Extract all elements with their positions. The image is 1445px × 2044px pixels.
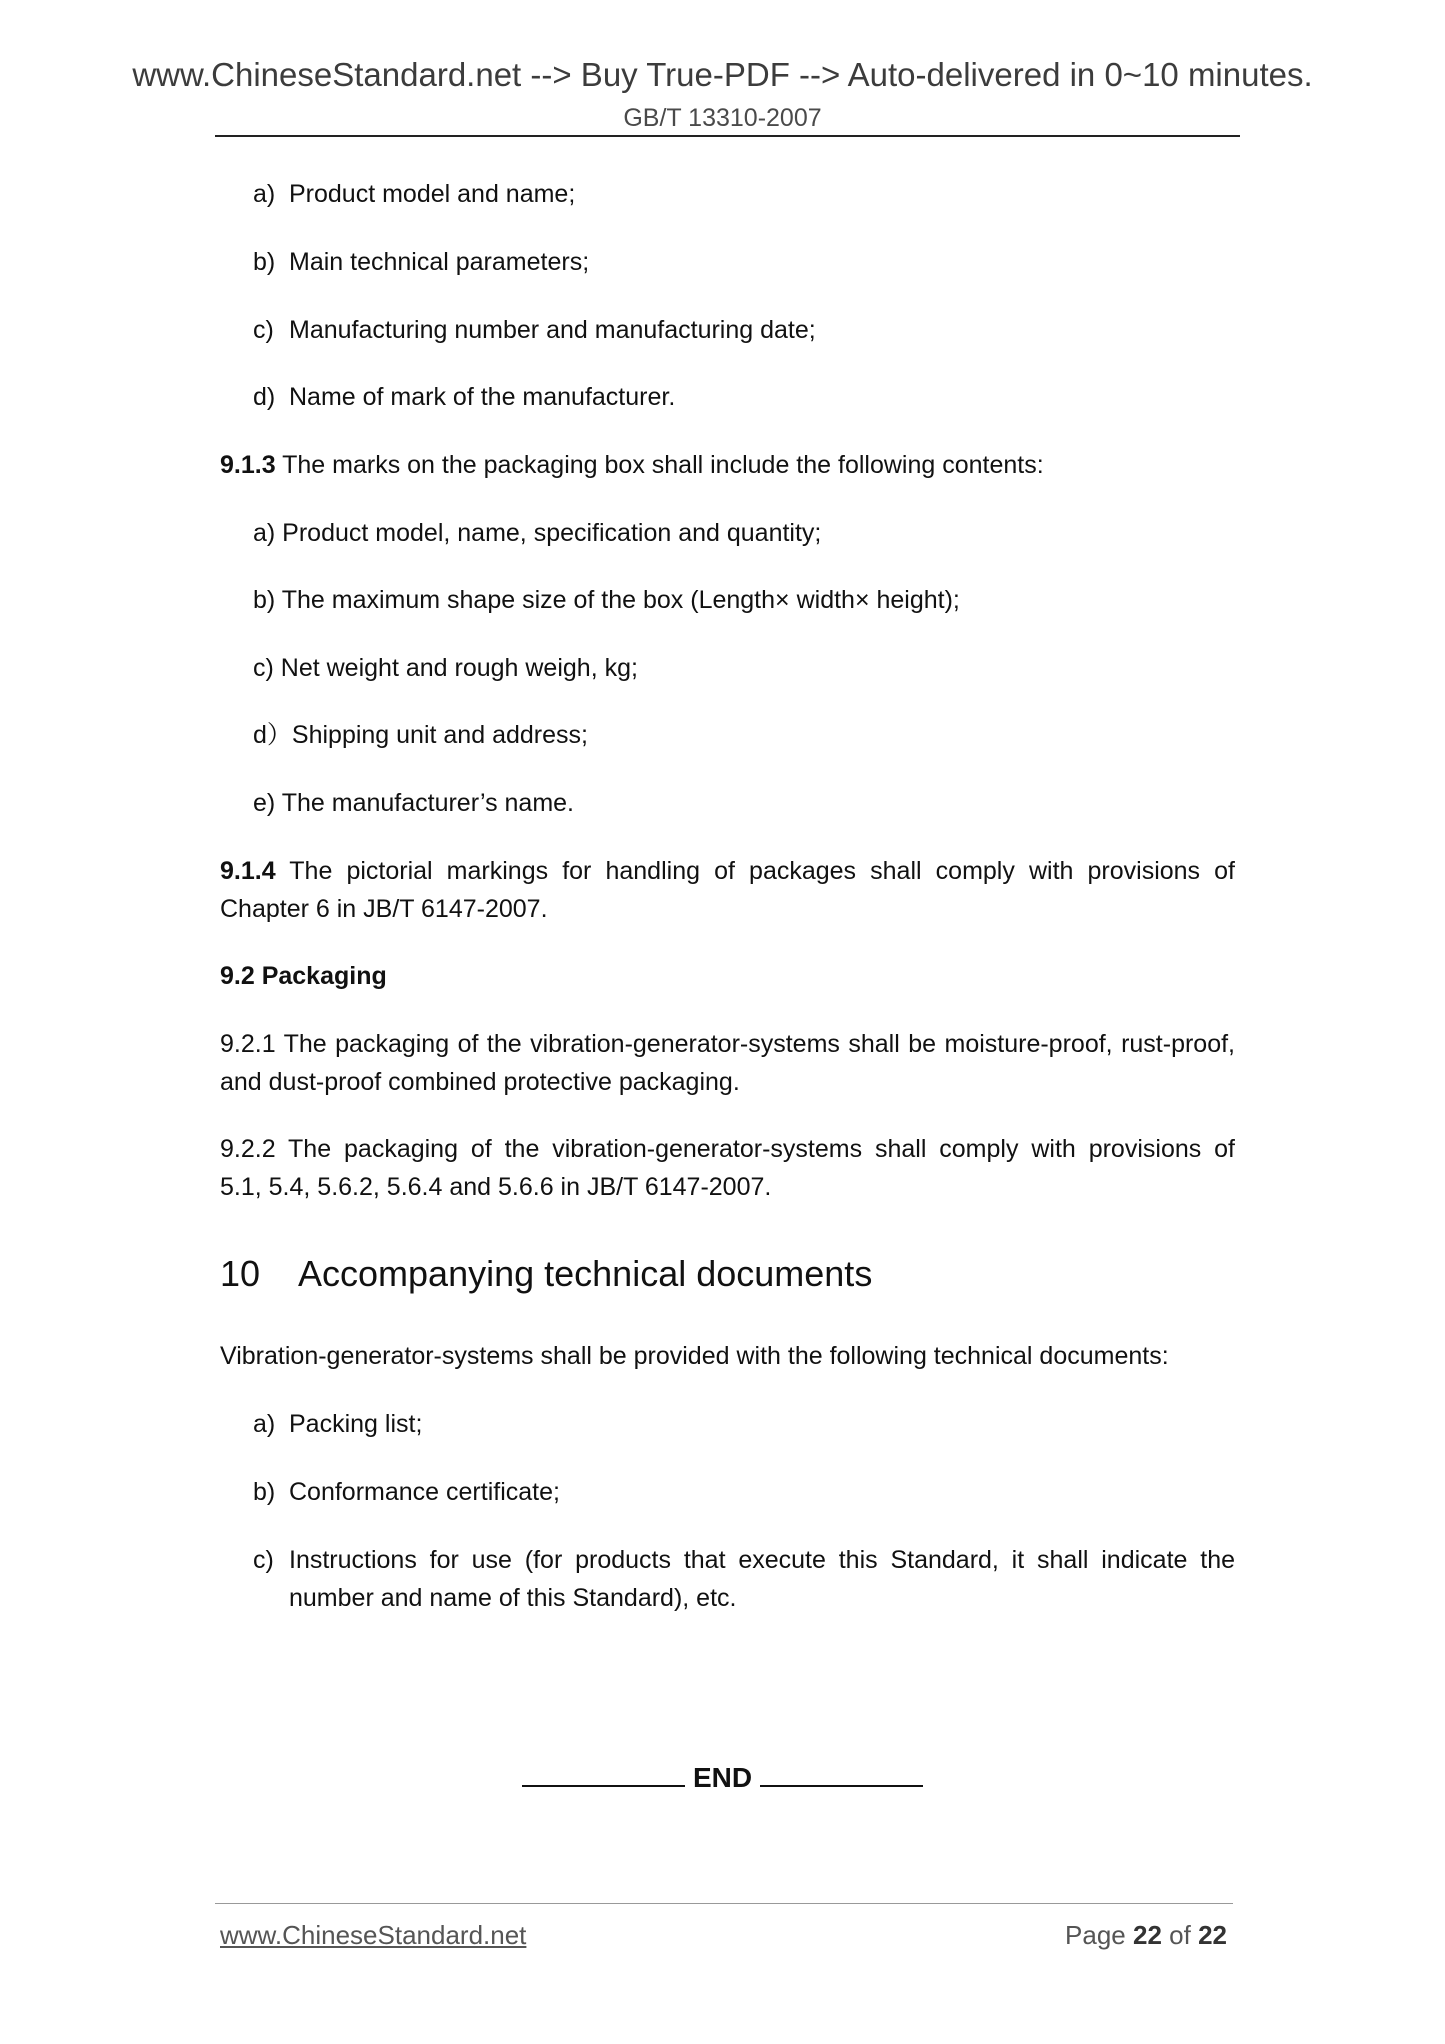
clause-9-1-4-line2: Chapter 6 in JB/T 6147-2007. (220, 895, 548, 923)
list-item (253, 1408, 422, 1440)
page-current: 22 (1133, 1920, 1162, 1950)
page-word: Page (1065, 1920, 1126, 1950)
list-item-text: Product model and name; (289, 180, 576, 208)
end-underline-left (522, 1763, 685, 1787)
clause-9-1-3 (220, 449, 1044, 481)
header-divider (215, 135, 1240, 137)
clause-text: The pictorial markings for handling of packages shall comply with provisions of (289, 857, 1236, 885)
paragraph-9-2-2-line2: 5.1, 5.4, 5.6.2, 5.6.4 and 5.6.6 in JB/T 6147-2007. (220, 1173, 772, 1201)
list-item-label: a) (253, 180, 276, 208)
list-item-label: b) (253, 1478, 276, 1506)
section-heading (220, 960, 387, 992)
list-item (253, 314, 816, 346)
section-title: Accompanying technical documents (298, 1253, 873, 1294)
end-mark (0, 1762, 1445, 1794)
clause-number: 9.1.4 (220, 857, 276, 885)
list-item-text: Packing list; (289, 1410, 423, 1438)
section-intro: Vibration-generator-systems shall be provided with the following technical documents: (220, 1342, 1169, 1370)
footer-site-link[interactable]: www.ChineseStandard.net (220, 1920, 527, 1950)
list-item-label: d) (253, 383, 276, 411)
end-underline-right (760, 1763, 923, 1787)
list-item (253, 381, 675, 413)
list-item-text: Main technical parameters; (289, 248, 590, 276)
page-number (1065, 1920, 1227, 1951)
list-item-text: Manufacturing number and manufacturing date; (289, 316, 816, 344)
footer-divider (215, 1903, 1233, 1904)
clause-text: The marks on the packaging box shall include the following contents: (282, 451, 1044, 479)
list-item: e) The manufacturer’s name. (253, 789, 574, 817)
section-heading-text: 9.2 Packaging (220, 962, 387, 990)
of-word: of (1169, 1920, 1191, 1950)
list-item: c) Net weight and rough weigh, kg; (253, 654, 638, 682)
list-item-label: c) (253, 1546, 274, 1574)
list-item-text: Instructions for use (for products that execute this Standard, it shall indicate the (289, 1546, 1235, 1574)
list-item: a) Product model, name, specification and quantity; (253, 519, 822, 547)
standard-code: GB/T 13310-2007 (623, 104, 822, 132)
list-item-text: Conformance certificate; (289, 1478, 560, 1506)
section-number: 10 (220, 1253, 261, 1294)
paragraph-9-2-1-line2: and dust-proof combined protective packaging. (220, 1068, 740, 1096)
clause-9-1-4-line1 (220, 855, 1235, 887)
section-10-heading (220, 1252, 872, 1296)
list-item-text-continued: number and name of this Standard), etc. (289, 1584, 737, 1612)
list-item (253, 178, 575, 210)
page-total: 22 (1198, 1920, 1227, 1950)
list-item: d）Shipping unit and address; (253, 721, 588, 749)
paragraph-9-2-2-line1: 9.2.2 The packaging of the vibration-generator-systems shall comply with provisions of (220, 1135, 1235, 1163)
list-item (253, 246, 589, 278)
end-text: END (692, 1762, 753, 1793)
list-item (253, 1476, 560, 1508)
header-banner: www.ChineseStandard.net --> Buy True-PDF --> Auto-delivered in 0~10 minutes. (132, 56, 1313, 93)
list-item-label: c) (253, 316, 274, 344)
list-item-text: Name of mark of the manufacturer. (289, 383, 676, 411)
list-item: b) The maximum shape size of the box (Length× width× height); (253, 586, 960, 614)
paragraph-9-2-1-line1: 9.2.1 The packaging of the vibration-generator-systems shall be moisture-proof, rust-proof, (220, 1030, 1235, 1058)
clause-number: 9.1.3 (220, 451, 276, 479)
list-item-label: a) (253, 1410, 276, 1438)
list-item-label: b) (253, 248, 276, 276)
